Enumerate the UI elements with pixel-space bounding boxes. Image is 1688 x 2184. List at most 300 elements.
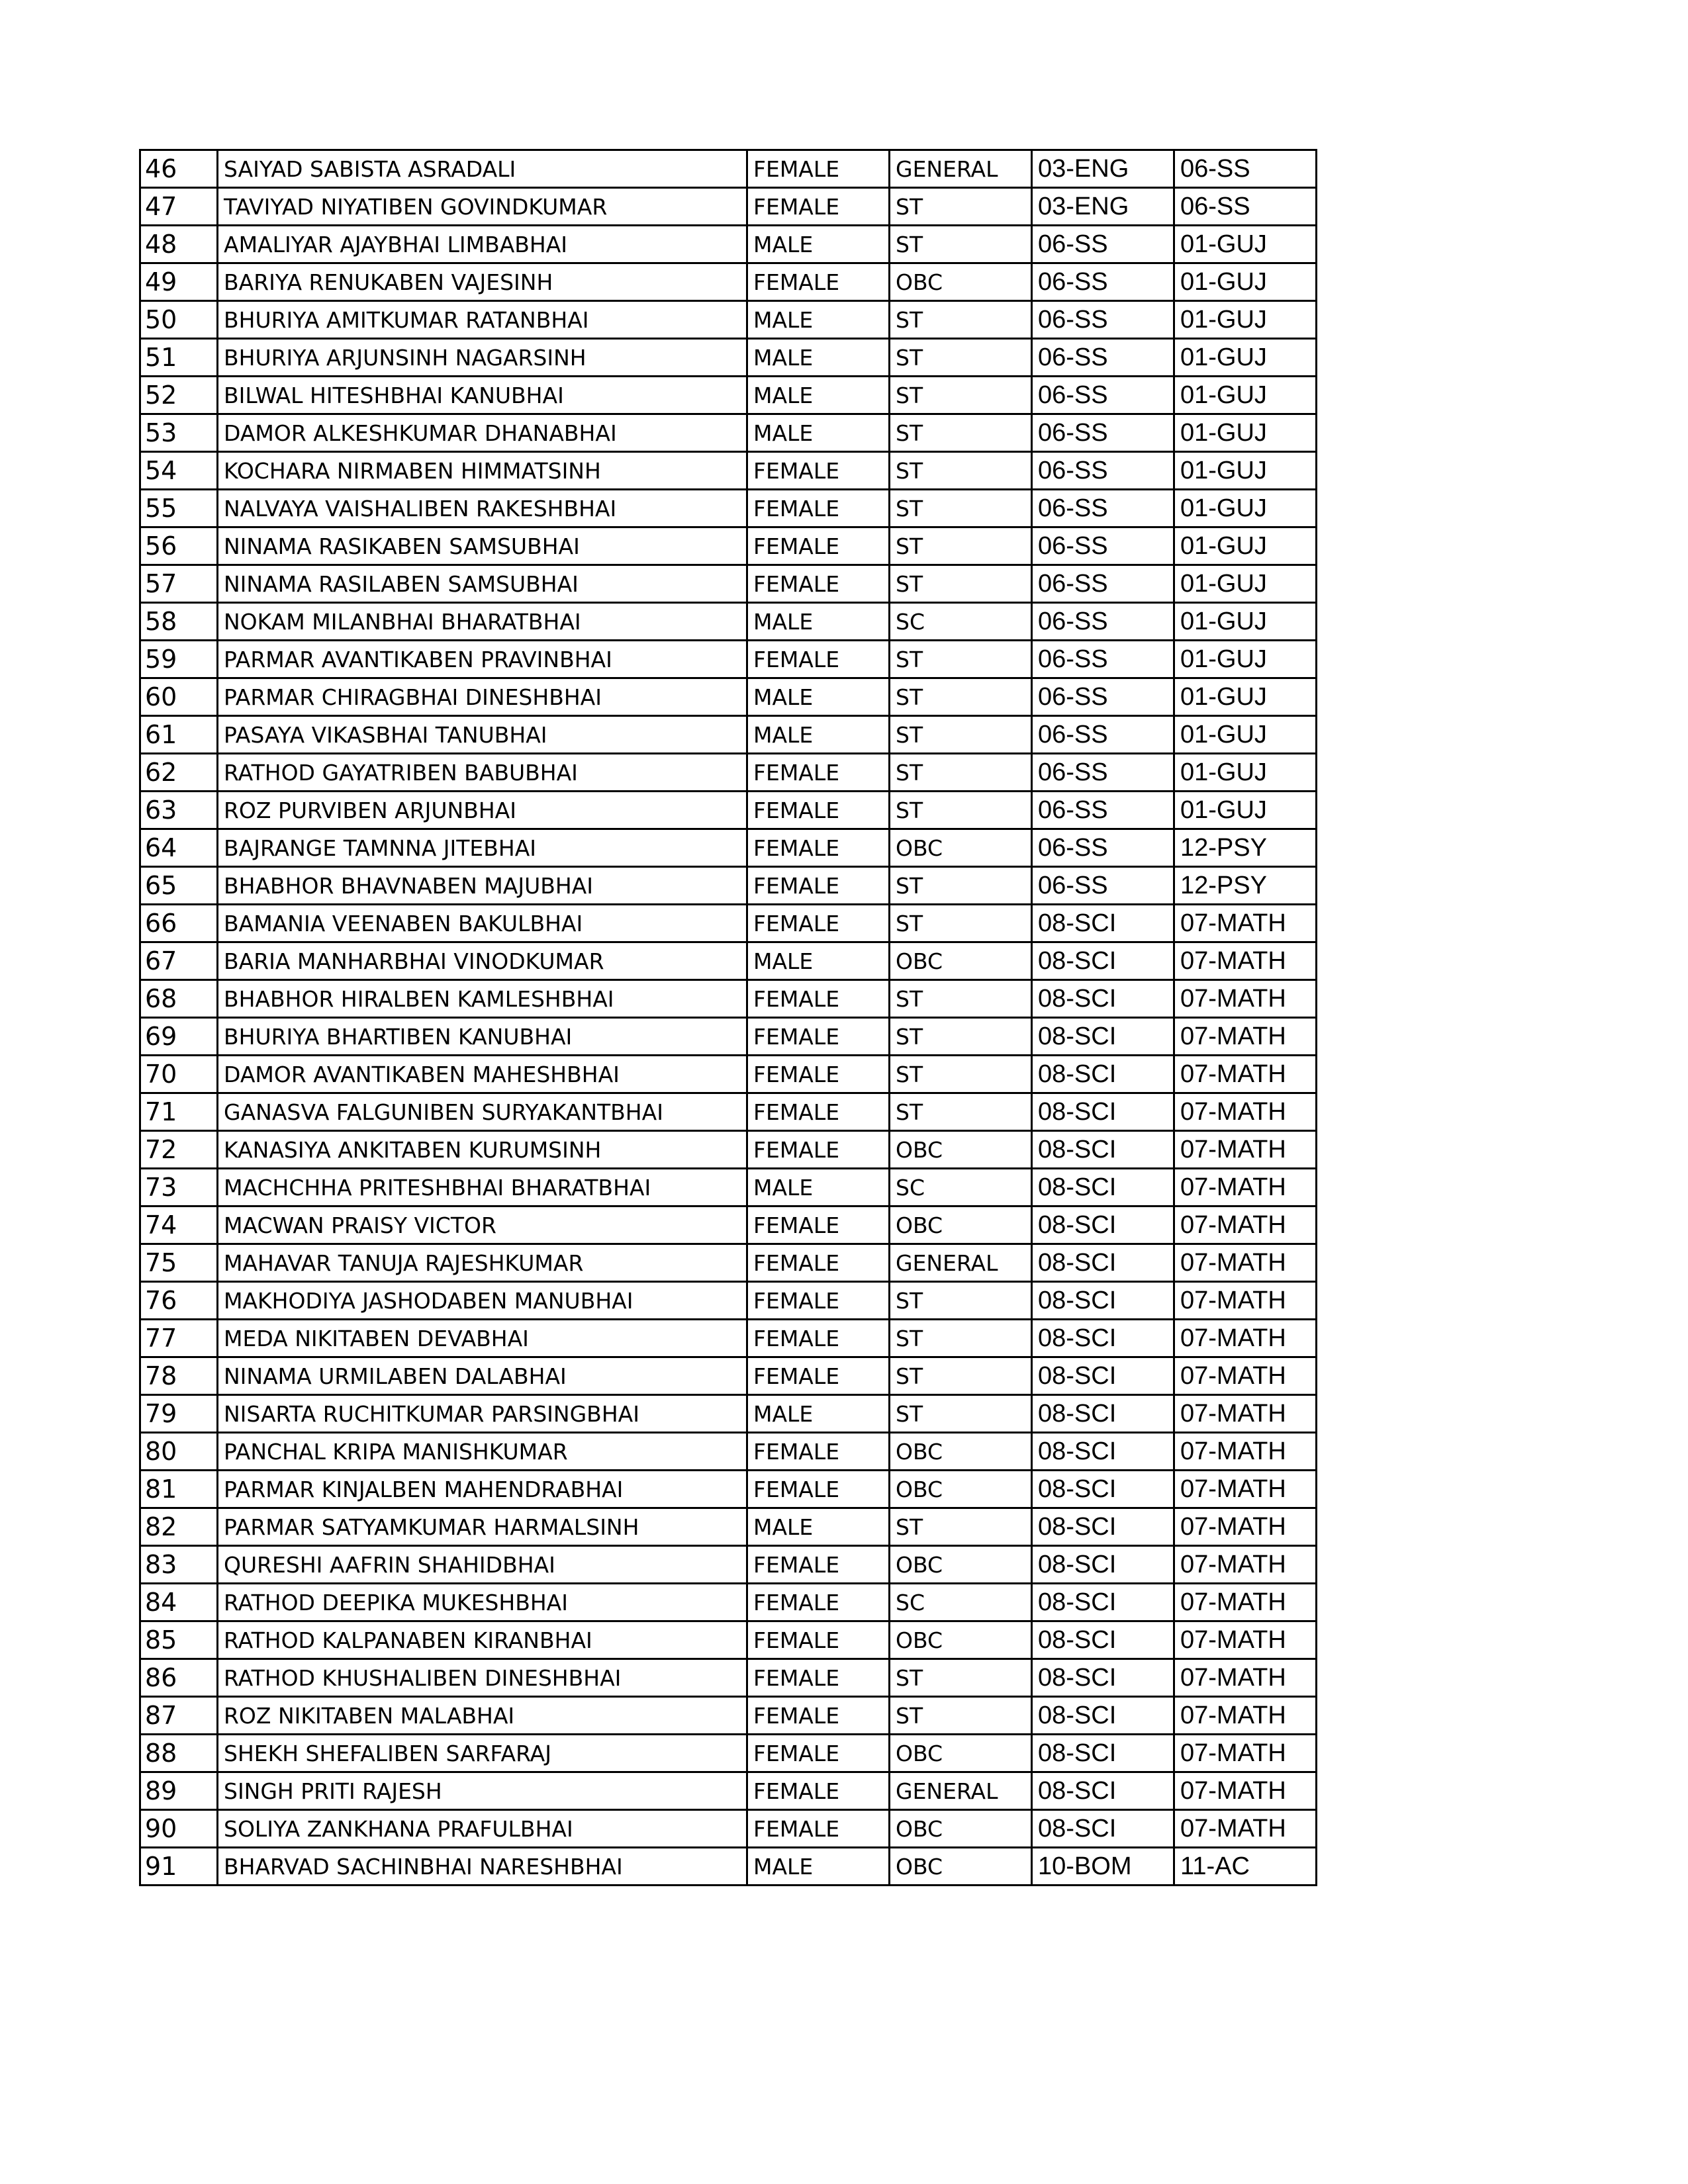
- subject-one-cell: 03-ENG: [1032, 188, 1174, 226]
- table-row: [140, 1131, 1317, 1169]
- gender-cell: MALE: [747, 226, 890, 263]
- gender-cell: MALE: [747, 678, 890, 716]
- subject-two-cell: 01-GUJ: [1174, 716, 1317, 754]
- gender-cell: MALE: [747, 1848, 890, 1886]
- subject-one-cell: 08-SCI: [1032, 1697, 1174, 1735]
- table-row: [140, 1772, 1317, 1810]
- subject-two-cell: 11-AC: [1174, 1848, 1317, 1886]
- gender-cell: FEMALE: [747, 1735, 890, 1772]
- serial-number-cell: 90: [140, 1810, 218, 1848]
- subject-two-cell: 07-MATH: [1174, 1320, 1317, 1357]
- subject-one-cell: 08-SCI: [1032, 1735, 1174, 1772]
- table-row: [140, 377, 1317, 414]
- subject-two-cell: 07-MATH: [1174, 1433, 1317, 1471]
- category-cell: ST: [890, 226, 1032, 263]
- category-cell: ST: [890, 1659, 1032, 1697]
- student-name-cell: KANASIYA ANKITABEN KURUMSINH: [218, 1131, 747, 1169]
- gender-cell: MALE: [747, 603, 890, 641]
- subject-one-cell: 08-SCI: [1032, 905, 1174, 942]
- gender-cell: FEMALE: [747, 1433, 890, 1471]
- subject-two-cell: 01-GUJ: [1174, 301, 1317, 339]
- category-cell: SC: [890, 1584, 1032, 1621]
- gender-cell: MALE: [747, 1169, 890, 1206]
- category-cell: ST: [890, 1395, 1032, 1433]
- category-cell: SC: [890, 1169, 1032, 1206]
- subject-two-cell: 07-MATH: [1174, 1584, 1317, 1621]
- student-name-cell: BHABHOR BHAVNABEN MAJUBHAI: [218, 867, 747, 905]
- serial-number-cell: 66: [140, 905, 218, 942]
- table-row: [140, 867, 1317, 905]
- subject-two-cell: 01-GUJ: [1174, 414, 1317, 452]
- student-name-cell: NINAMA RASILABEN SAMSUBHAI: [218, 565, 747, 603]
- gender-cell: FEMALE: [747, 754, 890, 792]
- subject-two-cell: 07-MATH: [1174, 905, 1317, 942]
- subject-one-cell: 10-BOM: [1032, 1848, 1174, 1886]
- gender-cell: FEMALE: [747, 1206, 890, 1244]
- subject-two-cell: 07-MATH: [1174, 1772, 1317, 1810]
- subject-two-cell: 01-GUJ: [1174, 792, 1317, 829]
- subject-one-cell: 08-SCI: [1032, 1056, 1174, 1093]
- subject-two-cell: 07-MATH: [1174, 1206, 1317, 1244]
- subject-one-cell: 08-SCI: [1032, 1659, 1174, 1697]
- serial-number-cell: 59: [140, 641, 218, 678]
- subject-one-cell: 08-SCI: [1032, 1244, 1174, 1282]
- student-name-cell: BAMANIA VEENABEN BAKULBHAI: [218, 905, 747, 942]
- table-row: [140, 1206, 1317, 1244]
- table-row: [140, 678, 1317, 716]
- student-name-cell: AMALIYAR AJAYBHAI LIMBABHAI: [218, 226, 747, 263]
- student-name-cell: BAJRANGE TAMNNA JITEBHAI: [218, 829, 747, 867]
- serial-number-cell: 58: [140, 603, 218, 641]
- subject-two-cell: 01-GUJ: [1174, 603, 1317, 641]
- subject-two-cell: 01-GUJ: [1174, 490, 1317, 527]
- table-row: [140, 1018, 1317, 1056]
- student-name-cell: RATHOD KHUSHALIBEN DINESHBHAI: [218, 1659, 747, 1697]
- category-cell: ST: [890, 339, 1032, 377]
- subject-one-cell: 08-SCI: [1032, 1621, 1174, 1659]
- category-cell: ST: [890, 565, 1032, 603]
- student-name-cell: RATHOD GAYATRIBEN BABUBHAI: [218, 754, 747, 792]
- subject-one-cell: 06-SS: [1032, 565, 1174, 603]
- table-row: [140, 1056, 1317, 1093]
- table-row: [140, 1471, 1317, 1508]
- subject-one-cell: 08-SCI: [1032, 1282, 1174, 1320]
- subject-one-cell: 06-SS: [1032, 641, 1174, 678]
- category-cell: ST: [890, 1320, 1032, 1357]
- student-name-cell: BHURIYA BHARTIBEN KANUBHAI: [218, 1018, 747, 1056]
- student-name-cell: MACHCHHA PRITESHBHAI BHARATBHAI: [218, 1169, 747, 1206]
- table-row: [140, 414, 1317, 452]
- category-cell: ST: [890, 188, 1032, 226]
- category-cell: ST: [890, 1093, 1032, 1131]
- subject-one-cell: 06-SS: [1032, 490, 1174, 527]
- serial-number-cell: 84: [140, 1584, 218, 1621]
- subject-one-cell: 06-SS: [1032, 678, 1174, 716]
- category-cell: ST: [890, 527, 1032, 565]
- subject-two-cell: 01-GUJ: [1174, 377, 1317, 414]
- category-cell: OBC: [890, 1433, 1032, 1471]
- gender-cell: FEMALE: [747, 1282, 890, 1320]
- gender-cell: FEMALE: [747, 1357, 890, 1395]
- student-name-cell: BHURIYA AMITKUMAR RATANBHAI: [218, 301, 747, 339]
- subject-two-cell: 07-MATH: [1174, 1244, 1317, 1282]
- student-name-cell: MACWAN PRAISY VICTOR: [218, 1206, 747, 1244]
- subject-two-cell: 06-SS: [1174, 150, 1317, 188]
- subject-one-cell: 08-SCI: [1032, 1131, 1174, 1169]
- table-row: [140, 980, 1317, 1018]
- category-cell: OBC: [890, 1735, 1032, 1772]
- table-row: [140, 1810, 1317, 1848]
- student-name-cell: ROZ NIKITABEN MALABHAI: [218, 1697, 747, 1735]
- table-row: [140, 716, 1317, 754]
- category-cell: ST: [890, 1357, 1032, 1395]
- category-cell: OBC: [890, 1471, 1032, 1508]
- table-row: [140, 1244, 1317, 1282]
- gender-cell: FEMALE: [747, 1471, 890, 1508]
- category-cell: ST: [890, 1508, 1032, 1546]
- subject-one-cell: 08-SCI: [1032, 1093, 1174, 1131]
- gender-cell: MALE: [747, 942, 890, 980]
- subject-one-cell: 06-SS: [1032, 263, 1174, 301]
- gender-cell: FEMALE: [747, 905, 890, 942]
- serial-number-cell: 89: [140, 1772, 218, 1810]
- serial-number-cell: 72: [140, 1131, 218, 1169]
- subject-two-cell: 01-GUJ: [1174, 641, 1317, 678]
- table-row: [140, 754, 1317, 792]
- subject-two-cell: 12-PSY: [1174, 829, 1317, 867]
- gender-cell: FEMALE: [747, 452, 890, 490]
- table-row: [140, 301, 1317, 339]
- category-cell: ST: [890, 792, 1032, 829]
- serial-number-cell: 56: [140, 527, 218, 565]
- student-name-cell: TAVIYAD NIYATIBEN GOVINDKUMAR: [218, 188, 747, 226]
- subject-one-cell: 08-SCI: [1032, 1169, 1174, 1206]
- subject-one-cell: 08-SCI: [1032, 1357, 1174, 1395]
- table-row: [140, 1320, 1317, 1357]
- gender-cell: FEMALE: [747, 980, 890, 1018]
- serial-number-cell: 77: [140, 1320, 218, 1357]
- subject-two-cell: 07-MATH: [1174, 1395, 1317, 1433]
- subject-one-cell: 06-SS: [1032, 452, 1174, 490]
- serial-number-cell: 46: [140, 150, 218, 188]
- table-row: [140, 603, 1317, 641]
- serial-number-cell: 75: [140, 1244, 218, 1282]
- student-name-cell: SHEKH SHEFALIBEN SARFARAJ: [218, 1735, 747, 1772]
- subject-one-cell: 06-SS: [1032, 414, 1174, 452]
- subject-two-cell: 07-MATH: [1174, 1659, 1317, 1697]
- subject-one-cell: 06-SS: [1032, 754, 1174, 792]
- gender-cell: MALE: [747, 1395, 890, 1433]
- student-name-cell: RATHOD DEEPIKA MUKESHBHAI: [218, 1584, 747, 1621]
- subject-one-cell: 08-SCI: [1032, 1471, 1174, 1508]
- serial-number-cell: 50: [140, 301, 218, 339]
- category-cell: ST: [890, 1282, 1032, 1320]
- subject-one-cell: 08-SCI: [1032, 1546, 1174, 1584]
- serial-number-cell: 53: [140, 414, 218, 452]
- subject-two-cell: 01-GUJ: [1174, 565, 1317, 603]
- table-row: [140, 829, 1317, 867]
- serial-number-cell: 76: [140, 1282, 218, 1320]
- subject-two-cell: 07-MATH: [1174, 980, 1317, 1018]
- serial-number-cell: 64: [140, 829, 218, 867]
- gender-cell: FEMALE: [747, 1018, 890, 1056]
- table-row: [140, 792, 1317, 829]
- category-cell: ST: [890, 1056, 1032, 1093]
- category-cell: ST: [890, 716, 1032, 754]
- serial-number-cell: 88: [140, 1735, 218, 1772]
- student-name-cell: PASAYA VIKASBHAI TANUBHAI: [218, 716, 747, 754]
- serial-number-cell: 78: [140, 1357, 218, 1395]
- category-cell: ST: [890, 301, 1032, 339]
- category-cell: ST: [890, 754, 1032, 792]
- subject-one-cell: 08-SCI: [1032, 1508, 1174, 1546]
- table-row: [140, 1697, 1317, 1735]
- subject-one-cell: 08-SCI: [1032, 1433, 1174, 1471]
- subject-one-cell: 03-ENG: [1032, 150, 1174, 188]
- gender-cell: FEMALE: [747, 792, 890, 829]
- serial-number-cell: 81: [140, 1471, 218, 1508]
- subject-two-cell: 01-GUJ: [1174, 754, 1317, 792]
- subject-one-cell: 06-SS: [1032, 527, 1174, 565]
- gender-cell: FEMALE: [747, 641, 890, 678]
- subject-one-cell: 06-SS: [1032, 226, 1174, 263]
- serial-number-cell: 71: [140, 1093, 218, 1131]
- student-name-cell: DAMOR AVANTIKABEN MAHESHBHAI: [218, 1056, 747, 1093]
- gender-cell: FEMALE: [747, 490, 890, 527]
- subject-one-cell: 08-SCI: [1032, 1810, 1174, 1848]
- subject-two-cell: 07-MATH: [1174, 942, 1317, 980]
- student-name-cell: NINAMA RASIKABEN SAMSUBHAI: [218, 527, 747, 565]
- category-cell: OBC: [890, 829, 1032, 867]
- category-cell: OBC: [890, 1206, 1032, 1244]
- category-cell: ST: [890, 1697, 1032, 1735]
- table-row: [140, 942, 1317, 980]
- subject-one-cell: 06-SS: [1032, 339, 1174, 377]
- category-cell: OBC: [890, 1621, 1032, 1659]
- student-name-cell: PARMAR SATYAMKUMAR HARMALSINH: [218, 1508, 747, 1546]
- gender-cell: FEMALE: [747, 565, 890, 603]
- student-name-cell: SINGH PRITI RAJESH: [218, 1772, 747, 1810]
- table-row: [140, 1433, 1317, 1471]
- gender-cell: FEMALE: [747, 1546, 890, 1584]
- serial-number-cell: 63: [140, 792, 218, 829]
- serial-number-cell: 68: [140, 980, 218, 1018]
- subject-two-cell: 07-MATH: [1174, 1621, 1317, 1659]
- table-row: [140, 1282, 1317, 1320]
- subject-two-cell: 12-PSY: [1174, 867, 1317, 905]
- table-row: [140, 527, 1317, 565]
- student-name-cell: BHURIYA ARJUNSINH NAGARSINH: [218, 339, 747, 377]
- student-name-cell: BARIA MANHARBHAI VINODKUMAR: [218, 942, 747, 980]
- student-name-cell: MAHAVAR TANUJA RAJESHKUMAR: [218, 1244, 747, 1282]
- category-cell: OBC: [890, 942, 1032, 980]
- category-cell: OBC: [890, 263, 1032, 301]
- gender-cell: FEMALE: [747, 1131, 890, 1169]
- student-name-cell: DAMOR ALKESHKUMAR DHANABHAI: [218, 414, 747, 452]
- subject-two-cell: 07-MATH: [1174, 1056, 1317, 1093]
- table-row: [140, 263, 1317, 301]
- subject-one-cell: 08-SCI: [1032, 1584, 1174, 1621]
- serial-number-cell: 82: [140, 1508, 218, 1546]
- gender-cell: MALE: [747, 339, 890, 377]
- subject-one-cell: 06-SS: [1032, 603, 1174, 641]
- subject-two-cell: 07-MATH: [1174, 1697, 1317, 1735]
- table-row: [140, 1093, 1317, 1131]
- serial-number-cell: 61: [140, 716, 218, 754]
- gender-cell: FEMALE: [747, 188, 890, 226]
- serial-number-cell: 52: [140, 377, 218, 414]
- subject-one-cell: 06-SS: [1032, 716, 1174, 754]
- serial-number-cell: 87: [140, 1697, 218, 1735]
- category-cell: ST: [890, 678, 1032, 716]
- serial-number-cell: 47: [140, 188, 218, 226]
- category-cell: OBC: [890, 1546, 1032, 1584]
- subject-two-cell: 01-GUJ: [1174, 452, 1317, 490]
- student-name-cell: PARMAR AVANTIKABEN PRAVINBHAI: [218, 641, 747, 678]
- subject-one-cell: 08-SCI: [1032, 1206, 1174, 1244]
- gender-cell: FEMALE: [747, 527, 890, 565]
- student-name-cell: BARIYA RENUKABEN VAJESINH: [218, 263, 747, 301]
- serial-number-cell: 54: [140, 452, 218, 490]
- category-cell: OBC: [890, 1131, 1032, 1169]
- table-row: [140, 1546, 1317, 1584]
- subject-one-cell: 08-SCI: [1032, 1018, 1174, 1056]
- student-name-cell: BHABHOR HIRALBEN KAMLESHBHAI: [218, 980, 747, 1018]
- table-row: [140, 565, 1317, 603]
- serial-number-cell: 70: [140, 1056, 218, 1093]
- serial-number-cell: 51: [140, 339, 218, 377]
- student-name-cell: PARMAR CHIRAGBHAI DINESHBHAI: [218, 678, 747, 716]
- subject-two-cell: 07-MATH: [1174, 1546, 1317, 1584]
- serial-number-cell: 80: [140, 1433, 218, 1471]
- table-row: [140, 339, 1317, 377]
- table-row: [140, 188, 1317, 226]
- gender-cell: MALE: [747, 377, 890, 414]
- gender-cell: FEMALE: [747, 1659, 890, 1697]
- serial-number-cell: 67: [140, 942, 218, 980]
- student-name-cell: SOLIYA ZANKHANA PRAFULBHAI: [218, 1810, 747, 1848]
- student-name-cell: PANCHAL KRIPA MANISHKUMAR: [218, 1433, 747, 1471]
- category-cell: OBC: [890, 1848, 1032, 1886]
- subject-one-cell: 06-SS: [1032, 377, 1174, 414]
- gender-cell: FEMALE: [747, 150, 890, 188]
- gender-cell: MALE: [747, 301, 890, 339]
- table-row: [140, 1848, 1317, 1886]
- serial-number-cell: 62: [140, 754, 218, 792]
- category-cell: SC: [890, 603, 1032, 641]
- table-row: [140, 1621, 1317, 1659]
- category-cell: ST: [890, 452, 1032, 490]
- gender-cell: FEMALE: [747, 1244, 890, 1282]
- table-row: [140, 1169, 1317, 1206]
- category-cell: ST: [890, 641, 1032, 678]
- subject-two-cell: 07-MATH: [1174, 1093, 1317, 1131]
- serial-number-cell: 49: [140, 263, 218, 301]
- category-cell: ST: [890, 1018, 1032, 1056]
- subject-two-cell: 07-MATH: [1174, 1018, 1317, 1056]
- table-row: [140, 1395, 1317, 1433]
- table-row: [140, 1357, 1317, 1395]
- serial-number-cell: 73: [140, 1169, 218, 1206]
- serial-number-cell: 79: [140, 1395, 218, 1433]
- gender-cell: FEMALE: [747, 1697, 890, 1735]
- table-row: [140, 1508, 1317, 1546]
- category-cell: GENERAL: [890, 1244, 1032, 1282]
- student-name-cell: MAKHODIYA JASHODABEN MANUBHAI: [218, 1282, 747, 1320]
- student-name-cell: SAIYAD SABISTA ASRADALI: [218, 150, 747, 188]
- gender-cell: MALE: [747, 414, 890, 452]
- serial-number-cell: 69: [140, 1018, 218, 1056]
- gender-cell: FEMALE: [747, 1093, 890, 1131]
- student-name-cell: BILWAL HITESHBHAI KANUBHAI: [218, 377, 747, 414]
- category-cell: ST: [890, 867, 1032, 905]
- student-name-cell: ROZ PURVIBEN ARJUNBHAI: [218, 792, 747, 829]
- student-name-cell: NALVAYA VAISHALIBEN RAKESHBHAI: [218, 490, 747, 527]
- gender-cell: FEMALE: [747, 1621, 890, 1659]
- student-name-cell: RATHOD KALPANABEN KIRANBHAI: [218, 1621, 747, 1659]
- subject-two-cell: 01-GUJ: [1174, 339, 1317, 377]
- student-name-cell: GANASVA FALGUNIBEN SURYAKANTBHAI: [218, 1093, 747, 1131]
- subject-two-cell: 07-MATH: [1174, 1282, 1317, 1320]
- student-name-cell: QURESHI AAFRIN SHAHIDBHAI: [218, 1546, 747, 1584]
- table-row: [140, 1735, 1317, 1772]
- category-cell: ST: [890, 414, 1032, 452]
- category-cell: OBC: [890, 1810, 1032, 1848]
- gender-cell: FEMALE: [747, 1584, 890, 1621]
- subject-two-cell: 01-GUJ: [1174, 263, 1317, 301]
- student-list-table: [139, 149, 1317, 1886]
- category-cell: ST: [890, 980, 1032, 1018]
- subject-two-cell: 07-MATH: [1174, 1357, 1317, 1395]
- student-name-cell: MEDA NIKITABEN DEVABHAI: [218, 1320, 747, 1357]
- subject-one-cell: 08-SCI: [1032, 1772, 1174, 1810]
- serial-number-cell: 48: [140, 226, 218, 263]
- student-name-cell: NINAMA URMILABEN DALABHAI: [218, 1357, 747, 1395]
- serial-number-cell: 85: [140, 1621, 218, 1659]
- table-row: [140, 490, 1317, 527]
- subject-two-cell: 07-MATH: [1174, 1508, 1317, 1546]
- subject-one-cell: 06-SS: [1032, 792, 1174, 829]
- serial-number-cell: 83: [140, 1546, 218, 1584]
- gender-cell: MALE: [747, 1508, 890, 1546]
- student-name-cell: PARMAR KINJALBEN MAHENDRABHAI: [218, 1471, 747, 1508]
- gender-cell: FEMALE: [747, 867, 890, 905]
- table-row: [140, 905, 1317, 942]
- gender-cell: FEMALE: [747, 263, 890, 301]
- serial-number-cell: 55: [140, 490, 218, 527]
- subject-two-cell: 07-MATH: [1174, 1735, 1317, 1772]
- serial-number-cell: 86: [140, 1659, 218, 1697]
- subject-two-cell: 01-GUJ: [1174, 226, 1317, 263]
- subject-two-cell: 07-MATH: [1174, 1169, 1317, 1206]
- subject-two-cell: 01-GUJ: [1174, 678, 1317, 716]
- subject-two-cell: 07-MATH: [1174, 1131, 1317, 1169]
- subject-two-cell: 06-SS: [1174, 188, 1317, 226]
- subject-one-cell: 06-SS: [1032, 829, 1174, 867]
- subject-one-cell: 08-SCI: [1032, 1395, 1174, 1433]
- student-name-cell: NOKAM MILANBHAI BHARATBHAI: [218, 603, 747, 641]
- student-name-cell: BHARVAD SACHINBHAI NARESHBHAI: [218, 1848, 747, 1886]
- subject-one-cell: 08-SCI: [1032, 1320, 1174, 1357]
- serial-number-cell: 60: [140, 678, 218, 716]
- serial-number-cell: 57: [140, 565, 218, 603]
- serial-number-cell: 65: [140, 867, 218, 905]
- subject-one-cell: 06-SS: [1032, 867, 1174, 905]
- table-row: [140, 226, 1317, 263]
- subject-two-cell: 01-GUJ: [1174, 527, 1317, 565]
- category-cell: ST: [890, 377, 1032, 414]
- table-row: [140, 452, 1317, 490]
